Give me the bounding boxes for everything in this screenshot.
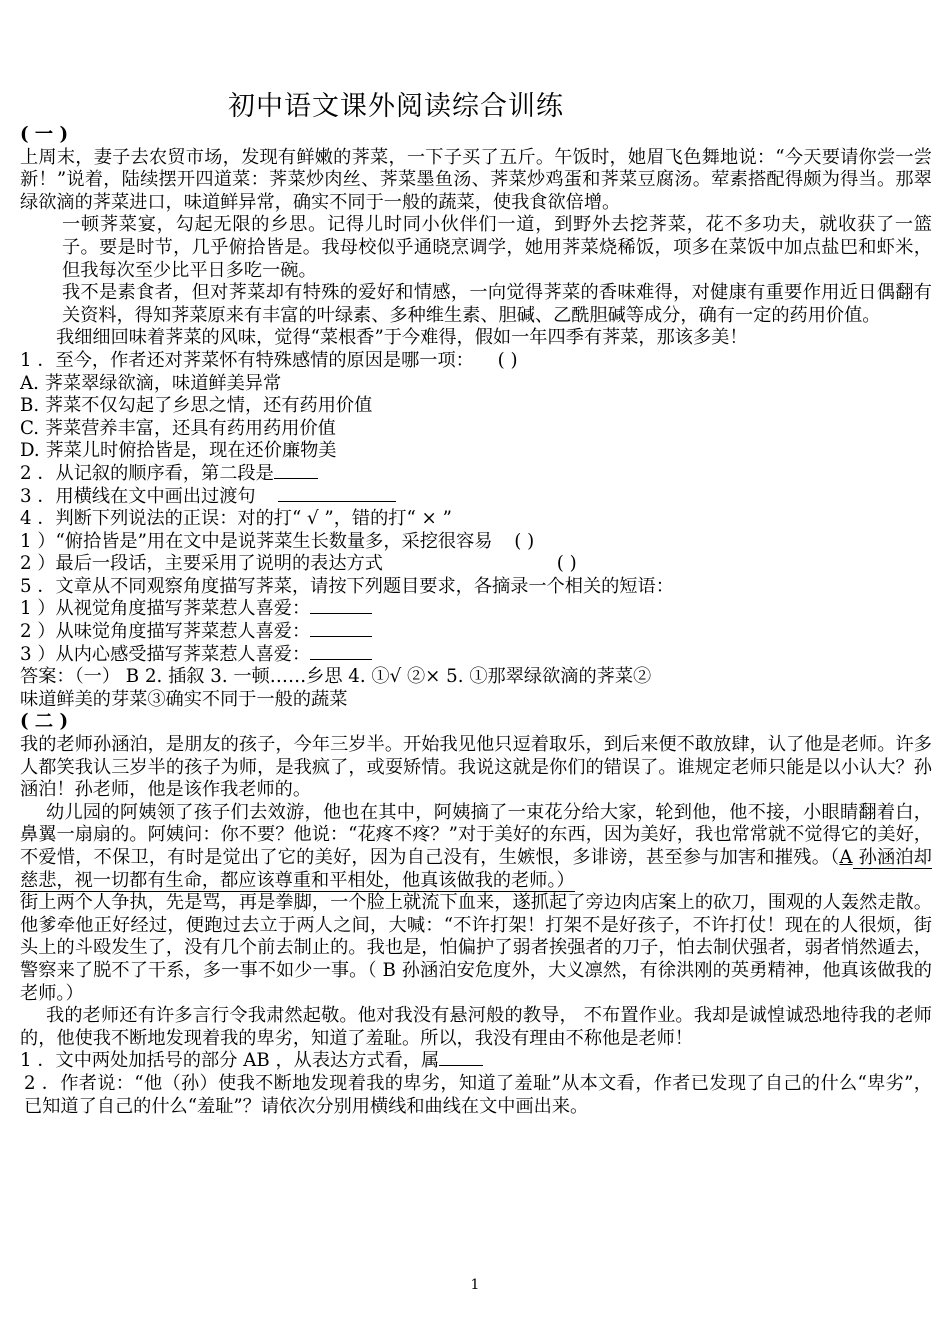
question: 5 ．文章从不同观察角度描写荠菜，请按下列题目要求，各摘录一个相关的短语： bbox=[20, 575, 674, 597]
paragraph: 一顿荠菜宴，勾起无限的乡思。记得儿时同小伙伴们一道，到野外去挖荠菜，花不多功夫，就收获了一篮子。要是时节，几乎俯拾皆是。我母校似乎通晓烹调学，她用荠菜烧稀饭，项多在菜饭中加点盐巴和虾米，但我每次至少比平日多吃一碗。 bbox=[62, 214, 932, 281]
answer-blank bbox=[278, 487, 396, 502]
answer-blank bbox=[274, 464, 318, 479]
question bbox=[20, 350, 932, 373]
paragraph-text: 幼儿园的阿姨领了孩子们去效游，他也在其中，阿姨摘了一束花分给大家，轮到他，他不接，小眼睛翻着白，鼻翼一扇扇的。阿姨问：你不要？他说：“花疼不疼？”对于美好的东西，因为美好，我也常常就不觉得它的美好，不爱惜，不保卫，有时是觉出了它的美好，因为自己没有，生嫉恨，多诽谤，甚至参与加害和摧残。（ bbox=[20, 801, 932, 868]
paragraph: 上周末，妻子去农贸市场，发现有鲜嫩的荠菜，一下子买了五斤。午饭时，她眉飞色舞地说：“今天要请你尝一尝新！”说着，陆续摆开四道菜：荠菜炒肉丝、荠菜墨鱼汤、荠菜炒鸡蛋和荠菜豆腐汤。荤素搭配得颇为得当。那翠绿欲滴的荠菜进口，味道鲜异常，确实不同于一般的蔬菜，使我食欲倍增。 bbox=[20, 146, 932, 213]
document-body bbox=[20, 124, 932, 1118]
question: 2 ．作者说：“他（孙）使我不断地发现着我的卑劣，知道了羞耻”从本文看，作者已发现了自己的什么“卑劣”，已知道了自己的什么“羞耻”？请依次分别用横线和曲线在文中画出来。 bbox=[24, 1072, 932, 1117]
question bbox=[20, 1050, 932, 1073]
question bbox=[20, 486, 932, 509]
question bbox=[20, 644, 932, 667]
answer-blank bbox=[310, 645, 372, 660]
question-text: 1 ）从视觉角度描写荠菜惹人喜爱： bbox=[20, 598, 311, 620]
option-c: C. 荠菜营养丰富，还具有药用药用价值 bbox=[20, 417, 336, 439]
question-text: 1 ．文中两处加括号的部分 AB ，从表达方式看，属 bbox=[20, 1050, 440, 1072]
marker-a: A bbox=[839, 847, 853, 868]
question-text: 2 ．从记叙的顺序看，第二段是 bbox=[20, 462, 274, 484]
question-text: 2 ）从味觉角度描写荠菜惹人喜爱： bbox=[20, 621, 311, 643]
paragraph: 我的老师还有许多言行令我肃然起敬。他对我没有悬河般的教导， 不布置作业。我却是诚惶诚恐地待我的老师的，他使我不断地发现着我的卑劣，知道了羞耻。所以，我没有理由不称他是老师！ bbox=[20, 1005, 932, 1049]
document-title: 初中语文课外阅读综合训练 bbox=[228, 91, 564, 122]
question: 4 ．判断下列说法的正误：对的打“ √ ”，错的打“ × ” bbox=[20, 508, 452, 530]
question bbox=[20, 553, 932, 576]
answer-paren: ( ) bbox=[497, 349, 518, 371]
answer-paren: ( ) bbox=[556, 553, 577, 575]
underlined-text: 孙涵泊却慈悲，视一切都有生命，都应该尊重和平相处，他真该做我的老师。） bbox=[20, 847, 932, 891]
paragraph: 我不是素食者，但对荠菜却有特殊的爱好和情感，一向觉得荠菜的香味难得，对健康有重要作用近日偶翻有关资料，得知荠菜原来有丰富的叶绿素、多种维生素、胆碱、乙酰胆碱等成分，确有一定的药用价值。 bbox=[62, 282, 932, 326]
answer-blank bbox=[310, 599, 372, 614]
page-number: 1 bbox=[470, 1277, 480, 1293]
answer-key: 味道鲜美的芽菜③确实不同于一般的蔬菜 bbox=[20, 688, 348, 710]
paragraph: 我细细回味着荠菜的风味，觉得“菜根香”于今难得，假如一年四季有荠菜，那该多美！ bbox=[56, 327, 748, 349]
question-text: 1 ）“俯拾皆是”用在文中是说荠菜生长数量多，采挖很容易 bbox=[20, 530, 493, 552]
question bbox=[20, 531, 932, 554]
answer-blank bbox=[310, 622, 372, 637]
question-text: 3 ）从内心感受描写荠菜惹人喜爱： bbox=[20, 643, 311, 665]
paragraph: 我的老师孙涵泊，是朋友的孩子，今年三岁半。开始我见他只逗着取乐，到后来便不敢放肆，认了他是老师。许多人都笑我认三岁半的孩子为师，是我疯了，或耍矫情。我说这就是你们的错误了。谁规定老师只能是以小认大？孙涵泊！孙老师，他是该作我老师的。 bbox=[20, 734, 932, 801]
section-label: ( 一 ) bbox=[20, 124, 69, 145]
question bbox=[20, 598, 932, 621]
section-label: ( 二 ) bbox=[20, 711, 69, 733]
option-a: A. 荠菜翠绿欲滴，味道鲜美异常 bbox=[20, 372, 282, 394]
option-d: D. 荠菜儿时俯拾皆是，现在还价廉物美 bbox=[20, 440, 337, 462]
question bbox=[20, 463, 932, 486]
answer-blank bbox=[439, 1051, 483, 1066]
paragraph: 街上两个人争执，先是骂，再是拳脚，一个脸上就流下血来，遂抓起了旁边肉店案上的砍刀，围观的人轰然走散。他爹牵他正好经过，便跑过去立于两人之间，大喊：“不许打架！打架不是好孩子，不许打仗！现在的人很烦，街头上的斗殴发生了，没有几个前去制止的。我也是，怕偏护了弱者挨强者的刀子，怕去制伏强者，弱者悄然遁去，警察来了脱不了干系，多一事不如少一事。（ B 孙涵泊安危度外，大义凛然，有徐洪刚的英勇精神，他真该做我的老师。） bbox=[20, 892, 932, 1004]
option-b: B. 荠菜不仅勾起了乡思之情，还有药用价值 bbox=[20, 395, 373, 417]
question-text: 1 ．至今，作者还对荠菜怀有特殊感情的原因是哪一项： bbox=[20, 349, 474, 371]
answer-key: 答案：（一） B 2. 插叙 3. 一顿……乡思 4. ①√ ②× 5. ①那翠绿欲滴的荠菜② bbox=[20, 666, 652, 688]
question-text: 3 ．用横线在文中画出过渡句 bbox=[20, 485, 256, 507]
paragraph bbox=[20, 802, 932, 892]
question-text: 2 ）最后一段话，主要采用了说明的表达方式 bbox=[20, 553, 383, 575]
question bbox=[20, 621, 932, 644]
answer-paren: ( ) bbox=[514, 530, 535, 552]
